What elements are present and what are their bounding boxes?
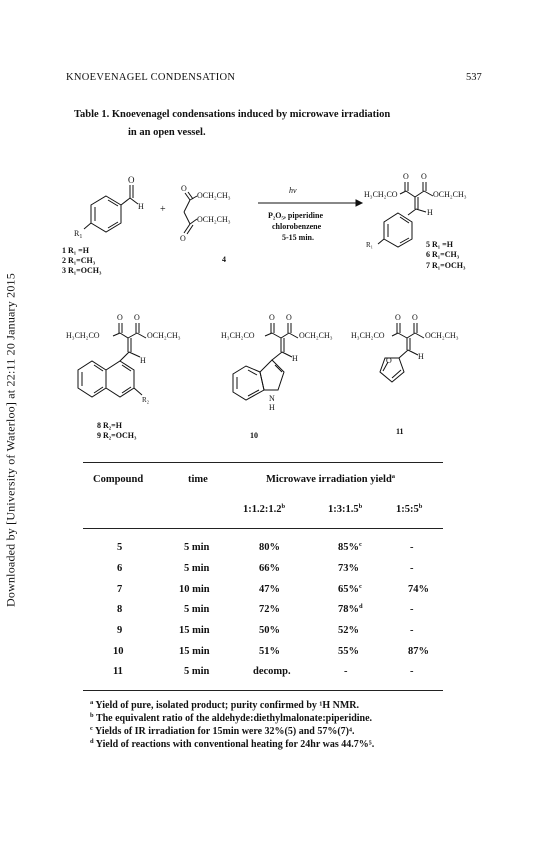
naph-9: 9 R₂=OCH₃: [97, 431, 137, 440]
header-time: time: [188, 474, 208, 485]
table-bottom-rule: [83, 690, 443, 691]
page-number: 537: [466, 72, 482, 83]
table-top-rule: [83, 462, 443, 463]
cell-time: 5 min: [184, 563, 210, 574]
arrow-top-label: hv: [289, 186, 297, 195]
product-r: R₁: [366, 241, 374, 249]
reactant-1: 1 R₁ =H: [62, 246, 89, 255]
naphthyl-product: [66, 313, 181, 404]
header-compound: Compound: [93, 474, 144, 485]
naph-right-ester: OCH₂CH₃: [147, 331, 181, 340]
download-note: Downloaded by [University of Waterloo] at 22:11 20 January 2015: [3, 273, 18, 607]
cell-time: 5 min: [184, 666, 210, 677]
cell-time: 5 min: [184, 604, 210, 615]
aldehyde-structure: [74, 175, 144, 240]
cell-yield-3: 74%: [408, 584, 429, 595]
cell-yield-1: 66%: [259, 563, 280, 574]
caption-line-1: Table 1. Knoevenagel condensations induced by microwave irradiation: [74, 109, 391, 120]
indole-right-ester: OCH₂CH₃: [299, 331, 333, 340]
indole-n: N: [269, 394, 275, 403]
cell-yield-2: 52%: [338, 625, 359, 636]
cell-time: 5 min: [184, 542, 210, 553]
naph-left-ester: H₃CH₂CO: [66, 331, 100, 340]
header-yield: Microwave irradiation yield$^a$: [266, 473, 396, 485]
cell-yield-1: 80%: [259, 542, 280, 553]
product-o-right: O: [421, 172, 427, 181]
footnote-c: $^c$ Yields of IR irradiation for 15min were 32%(5) and 57%(7)⁴.: [90, 725, 355, 737]
reaction-arrow: [258, 186, 362, 242]
cell-yield-1: 51%: [259, 646, 280, 657]
reactant-2: 2 R₁=CH₃: [62, 256, 96, 265]
fur-o-right: O: [412, 313, 418, 322]
cell-yield-2: 78%$^d$: [338, 603, 363, 615]
product-7: 7 R₁=OCH₃: [426, 261, 466, 270]
reactant-3: 3 R₁=OCH₃: [62, 266, 102, 275]
caption-line-2: in an open vessel.: [128, 127, 206, 138]
fur-o-left: O: [395, 313, 401, 322]
cell-yield-2: 73%: [338, 563, 359, 574]
indole-product: [221, 313, 333, 440]
malonate-o-top: O: [181, 184, 187, 193]
footnote-d: $^d$ Yield of reactions with conventional heating for 24hr was 44.7%⁵.: [90, 738, 375, 750]
malonate-bottom-label: OCH₂CH₃: [197, 215, 231, 224]
footnote-b: $^b$ The equivalent ratio of the aldehyde:diethylmalonate:piperidine.: [90, 712, 373, 724]
condition-1: P₂O₅, piperidine: [268, 211, 324, 220]
furan-right-ester: OCH₂CH₃: [425, 331, 459, 340]
cell-compound: 5: [117, 542, 123, 553]
cell-yield-2: 55%: [338, 646, 359, 657]
furan-left-ester: H₃CH₂CO: [351, 331, 385, 340]
indole-nh: H: [269, 403, 275, 412]
naph-o-left: O: [117, 313, 123, 322]
cell-yield-3: -: [410, 563, 414, 574]
naph-8: 8 R₂=H: [97, 421, 122, 430]
cell-time: 15 min: [179, 646, 210, 657]
cell-yield-3: -: [410, 542, 414, 553]
cell-yield-3: -: [410, 604, 414, 615]
footnote-a: $^a$ Yield of pure, isolated product; purity confirmed by ¹H NMR.: [90, 699, 360, 711]
cell-time: 10 min: [179, 584, 210, 595]
table-header-rule: [83, 528, 443, 529]
product-left-ester: H₃CH₂CO: [364, 190, 398, 199]
indole-number: 10: [250, 431, 258, 440]
ind-o-right: O: [286, 313, 292, 322]
aldehyde-r: $R_1$: [74, 229, 83, 240]
cell-compound: 6: [117, 563, 123, 574]
cell-compound: 7: [117, 584, 123, 595]
malonate-o-bottom: O: [180, 234, 186, 243]
furan-o: O: [386, 356, 392, 365]
cell-yield-1: 72%: [259, 604, 280, 615]
malonate-structure: [180, 184, 231, 264]
product-structure: [364, 172, 467, 249]
ratio-3: 1:5:5$^b$: [396, 503, 423, 515]
cell-yield-2: -: [344, 666, 348, 677]
ratio-2: 1:3:1.5$^b$: [328, 503, 363, 515]
furan-product: [351, 313, 459, 436]
cell-yield-3: -: [410, 625, 414, 636]
indole-h: H: [292, 354, 298, 363]
furan-number: 11: [396, 427, 404, 436]
running-title: KNOEVENAGEL CONDENSATION: [66, 72, 236, 83]
naph-o-right: O: [134, 313, 140, 322]
cell-yield-3: -: [410, 666, 414, 677]
product-right-ester: OCH₂CH₃: [433, 190, 467, 199]
ratio-1: 1:1.2:1.2$^b$: [243, 503, 286, 515]
product-5: 5 R₁ =H: [426, 240, 453, 249]
product-6: 6 R₁=CH₃: [426, 250, 460, 259]
indole-left-ester: H₃CH₂CO: [221, 331, 255, 340]
naph-h: H: [140, 356, 146, 365]
aldehyde-h: H: [138, 202, 144, 211]
cell-compound: 10: [113, 646, 124, 657]
cell-yield-2: 85%$^c$: [338, 541, 362, 553]
naph-r: R₂: [142, 396, 150, 404]
cell-compound: 11: [113, 666, 123, 677]
cell-yield-1: 47%: [259, 584, 280, 595]
malonate-number: 4: [222, 255, 226, 264]
cell-compound: 8: [117, 604, 123, 615]
condition-3: 5-15 min.: [282, 233, 314, 242]
cell-compound: 9: [117, 625, 123, 636]
cell-yield-1: decomp.: [253, 666, 291, 677]
malonate-top-label: OCH₂CH₃: [197, 191, 231, 200]
ind-o-left: O: [269, 313, 275, 322]
aldehyde-o: O: [128, 175, 135, 185]
cell-yield-3: 87%: [408, 646, 429, 657]
cell-time: 15 min: [179, 625, 210, 636]
furan-h: H: [418, 352, 424, 361]
product-h: H: [427, 208, 433, 217]
plus-sign: +: [160, 204, 166, 215]
product-o-left: O: [403, 172, 409, 181]
condition-2: chlorobenzene: [272, 222, 322, 231]
cell-yield-1: 50%: [259, 625, 280, 636]
cell-yield-2: 65%$^c$: [338, 583, 362, 595]
